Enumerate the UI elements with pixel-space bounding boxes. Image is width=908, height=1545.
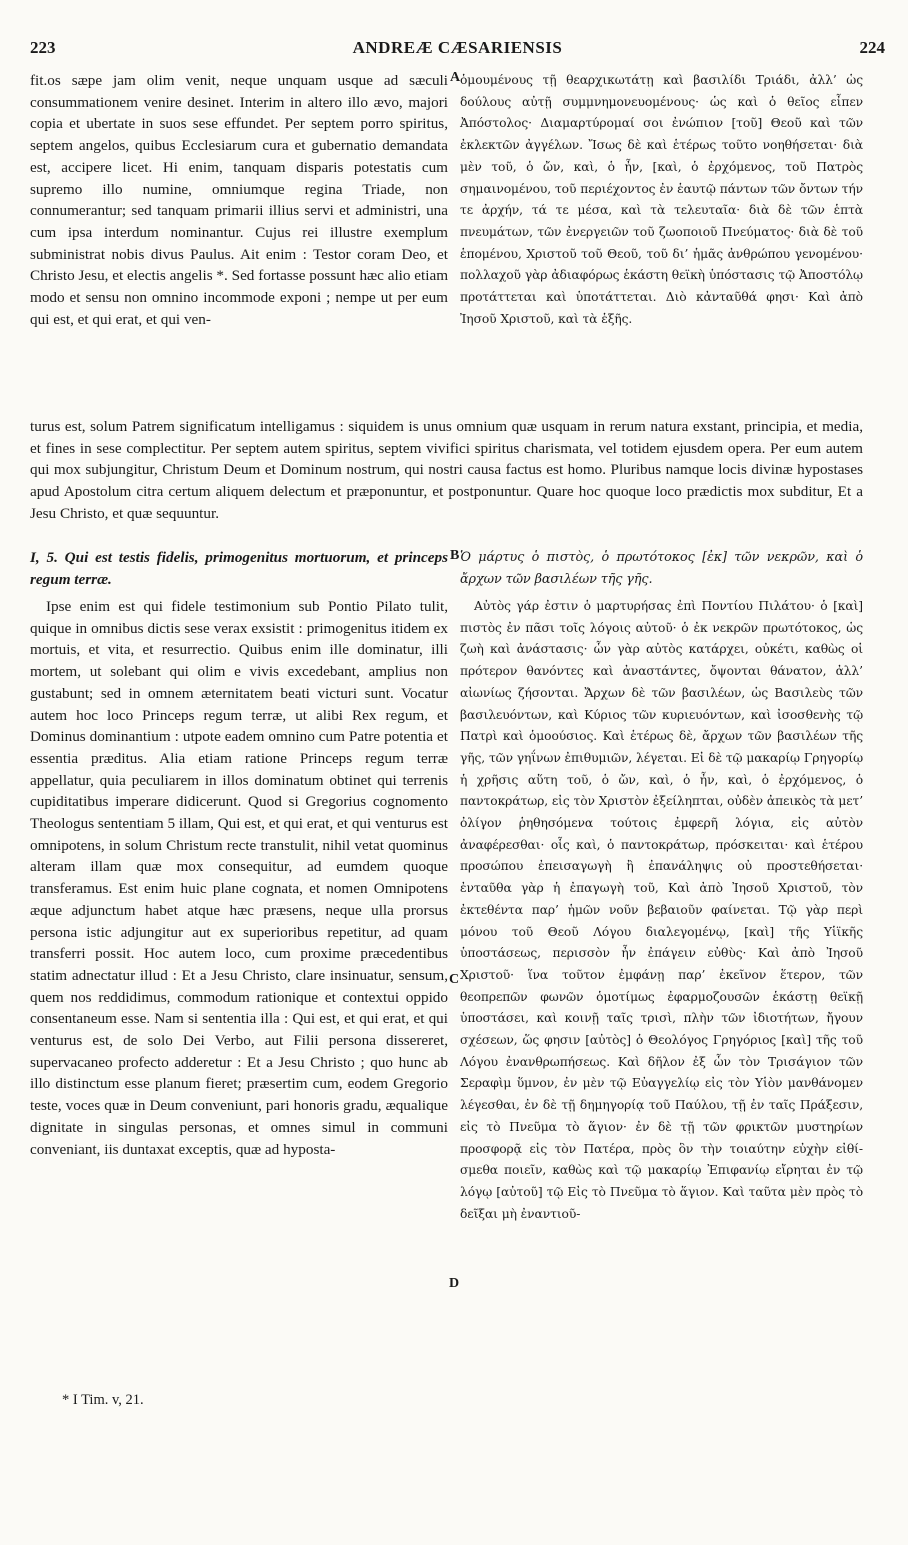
footnote: * I Tim. v, 21. xyxy=(62,1392,144,1408)
greek-paragraph: Αὐτὸς γάρ ἐστιν ὁ μαρτυρήσας ἐπὶ Ποντίου Πιλάτου· ὁ [καὶ] πιστὸς ἐν πᾶσι τοῖς λόγοις αὐτοῦ· ὁ ἐκ νεκρῶν πρωτότοκος, ὡς ζωὴ καὶ ἀνάστασις· ὧν γὰρ αὐτὸς κατάρχει, οὐκέτι, καθὼς οἱ πρότερον θανόντες καὶ ἀναστάντες, ὄψονται θάνατον, ἀλλ’ αἰωνίως ζήσονται. Ἄρχων δὲ τῶν βασιλέων, ὡς Βασιλεὺς τῶν βασιλευόντων, καὶ Κύριος τῶν κυριευόντων, καὶ ἰσοσθενὴς τῷ Πατρὶ καὶ ὁμοούσιος. Καὶ ἑτέρως δὲ, ἄρχων τῶν βασιλέων τῆς γῆς, τῶν γηΐνων ἐπιθυμιῶν, λέγεται. Εἰ δὲ τῷ μακαρίῳ Γρηγορίῳ ἡ χρῆσις αὕτη τοῦ, ὁ ὤν, καὶ, ὁ ἦν, καὶ, ὁ ἐρχόμενος, ὁ παντοκράτωρ, εἰς τὸν Χριστὸν ἐξείληπται, οὐδὲν ἀπεικὸς τὰ μετ’ ὀλίγον ῥηθησόμενα τούτοις ἐμφερῆ λόγια, εἰς αὐτὸν ἀναφέρεσθαι· οἷς καὶ, ὁ παντοκράτωρ, πρόσκειται· καὶ ἑτέρου προσώπου ἐπεισαγωγὴ ἢ ἐπανάληψις οὐ προστεθήσεται· ἐνταῦθα γὰρ ἡ ἐπαγωγὴ τοῦ, Καὶ ἀπὸ Ἰησοῦ Χριστοῦ, τὸν ἐκτεθέντα παρ’ ἡμῶν νοῦν βεβαιοῦν φαίνεται. Τῷ γὰρ περὶ μόνου τοῦ Θεοῦ Λόγου διαλεγομένῳ, [καὶ] τῆς Υἱϊκῆς ὑποστάσεως, περισσὸν ἦν ἐπάγειν εὐθὺς· Καὶ ἀπὸ Ἰησοῦ Χριστοῦ· ἵνα τοῦτον ἐμφάνῃ παρ’ ἐκεῖνον ἕτερον, τῶν θεοπρεπῶν φωνῶν ὁμοτίμως ἐφαρμοζουσῶν ἑκάστῃ θεϊκῇ ὑποστάσει, καὶ κοινῇ ταῖς τρισὶ, πλὴν τῶν ἰδιοτήτων, ἤγουν σχέσεων, ὥς φησιν [αὐτὸς] ὁ Θεολόγος Γρηγόριος [καὶ] τῆς τοῦ Λόγου ἐνανθρωπήσεως. Καὶ δῆλον ἐξ ὧν τὸν Τρισάγιον τῶν Σεραφὶμ ὕμνον, ἐν μὲν τῷ Εὐαγγελίῳ εἰς τὸν Υἱὸν μανθάνομεν λέγεσθαι, ἐν δὲ τῇ δημηγορίᾳ τοῦ Παύλου, τῇ ἐν ταῖς Πράξεσιν, εἰς τὸ Πνεῦμα τὸ ἅγιον· ἐν δὲ τῇ τῶν φρικτῶν μυστηρίων προσφορᾷ εἰς τὸν Πατέρα, πρὸς ὃν τὴν τοιαύτην εὐχὴν εἰθίσμεθα ποιεῖν, καθὼς καὶ τῷ μακαρίῳ Ἐπιφανίῳ εἴρηται ἐν τῷ λόγῳ [αὐτοῦ] τῷ Εἰς τὸ Πνεῦμα τὸ ἅγιον. Καὶ ταῦτα μὲν πρὸς τὸ δεῖξαι μὴ ἐναντιοῦ- xyxy=(460,599,863,1221)
margin-letter-a: A xyxy=(450,70,461,85)
greek-column-bottom xyxy=(460,596,863,1225)
running-header xyxy=(30,38,885,62)
greek-paragraph: ὁμουμένους τῇ θεαρχικωτάτῃ καὶ βασιλίδι Τριάδι, ἀλλ’ ὡς δούλους αὐτῇ συμμνημονευομένους· ὡς καὶ ὁ θεῖος εἶπεν Ἀπόστολος· Διαμαρτύρομαί σοι ἐνώπιον [τοῦ] Θεοῦ καὶ τῶν ἐκλεκτῶν ἀγγέλων. Ἴσως δὲ καὶ ἑτέρως τοῦτο νοηθήσεται· διὰ μὲν τοῦ, ὁ ὤν, καὶ, ὁ ἦν, [καὶ, ὁ ἐρχόμενος, τοῦ Πατρὸς σημαινομένου, τοῦ περιέχοντος ἐν ἑαυτῷ πάντων τῶν ὄντων τήν τε ἀρχήν, τά τε μέσα, καὶ τὰ τελευταῖα· διὰ δὲ τῶν ἑπτὰ πνευμάτων, τῶν ἐνεργειῶν τοῦ ζωοποιοῦ Πνεύματος· διὰ δὲ τοῦ ἑπομένου, Χριστοῦ τοῦ Θεοῦ, τοῦ δι’ ἡμᾶς ἀνθρώπου γενομένου· πολλαχοῦ γὰρ ἀδιαφόρως ἑκάστη θεϊκὴ ὑπόστασις τῷ Ἀποστόλῳ προτάττεται καὶ ὑποτάττεται. Διὸ κἀνταῦθά φησι· Καὶ ἀπὸ Ἰησοῦ Χριστοῦ, καὶ τὰ ἑξῆς. xyxy=(460,73,863,326)
latin-column-bottom xyxy=(30,596,448,1160)
verse-text: Ὁ μάρτυς ὁ πιστὸς, ὁ πρωτότοκος [ἐκ] τῶν νεκρῶν, καὶ ὁ ἄρχων τῶν βασιλέων τῆς γῆς. xyxy=(460,550,863,587)
latin-verse-heading xyxy=(30,547,448,590)
greek-column-top xyxy=(460,70,863,330)
latin-column-top xyxy=(30,70,448,330)
margin-letter-c: C xyxy=(449,972,460,987)
verse-text: I, 5. Qui est testis fidelis, primogenitus mortuorum, et princeps regum terræ. xyxy=(30,549,448,588)
greek-verse-heading xyxy=(460,547,863,590)
margin-letter-d: D xyxy=(449,1276,460,1291)
running-title: ANDREÆ CÆSARIENSIS xyxy=(352,38,563,57)
latin-paragraph: Ipse enim est qui fidele testimonium sub Pontio Pilato tulit, quique in omnibus dictis sese verax exsistit : primogenitus itidem ex mortuis, et vita, et resurrectio. Quibus enim ille dominatur, illi mortem, ut solebant qui olim e vivis excedebant, amplius non gustabunt; sed in omnem æternitatem beati victuri sunt. Vocatur autem hoc loco Princeps regum terræ, ut alibi Rex regum, et Dominus dominantium : utpote eadem omnino cum Patre potentia et essentia præditus. Alia etiam ratione Princeps regum terræ appellatur, quia peculiarem in illos dominatum obtinet qui terrenis cupiditatibus imperare didicerunt. Quod si Gregorius cognomento Theologus sententiam 5 illam, Qui est, et qui erat, et qui venturus est omnipotens, in solum Christum recte transtulit, nihil vetat quominus alteram illam quæ mox consequitur, ad eumdem quoque transferamus. Est enim huic plane cognata, et nomen Omnipotens æque adjunctum habet atque hæc præsens, neque ulla prorsus persona istic adjungitur aut ex superioribus repetitur, ad quam transferri possit. Hoc autem loco, cum proxime præcedentibus statim adnectatur illud : Et a Jesu Christo, clare insinuatur, sensum, quem nos reddidimus, commodum rationique et contextui oppido consentaneum esse. Nam si sententia illa : Qui est, et qui erat, et qui venturus est, de solo Dei Verbo, aut Filii persona dissereret, supervacaneo profecto adderetur : Et a Jesu Christo ; quo hunc ab illo distinctum esse planum fieret; præsertim cum, eodem Gregorio teste, voces quæ in Deum conveniunt, pari honoris gradu, æqualique dignitate in singulas personas, et omnes simul in communi conveniant, iis duntaxat exceptis, quæ ad hyposta- xyxy=(30,598,448,1158)
margin-letter-b: B xyxy=(450,548,460,563)
page-number-right: 224 xyxy=(859,38,885,57)
latin-paragraph: turus est, solum Patrem significatum intelligamus : siquidem is unus omnium quæ usquam in rerum natura exstant, principia, et media, et fines in sese complectitur. Per septem autem spiritus, septem vivifici spiritus charismata, vel totidem ejusdem opera. Per eum autem qui mox subjungitur, Christum Deum et Dominum nostrum, qui nostri causa factus est homo. Pluribus namque locis divinæ hypostases apud Apostolum citra certum aliquem delectum et præponuntur, et postponuntur. Quare hoc quoque loco prædictis mox subditur, Et a Jesu Christo, et quæ sequuntur. xyxy=(30,418,863,522)
latin-fullwidth-block xyxy=(30,416,863,525)
page-number-left: 223 xyxy=(30,38,56,57)
latin-paragraph: fit.os sæpe jam olim venit, neque unquam usque ad sæculi consummationem venire desinet. Interim in altero illo ævo, majori copia et ubertate in suos sese effundet. Per septem porro spiritus, septem angelos, quibus Ecclesiarum cura et gubernatio demandata est, accipere licet. Hi enim, tanquam disparis potestatis cum supremo illo numine, omniumque regina Triade, non connumerantur; sed tanquam primarii illius servi et administri, una cum ipsa interdum nominantur. Cujus rei illustre exemplum subministrat nobis divus Paulus. Ait enim : Testor coram Deo, et Christo Jesu, et electis angelis *. Sed fortasse possunt hæc alio etiam modo et sensu non omnino incommode exponi ; nempe ut per eum qui est, et qui erat, et qui ven- xyxy=(30,72,449,328)
